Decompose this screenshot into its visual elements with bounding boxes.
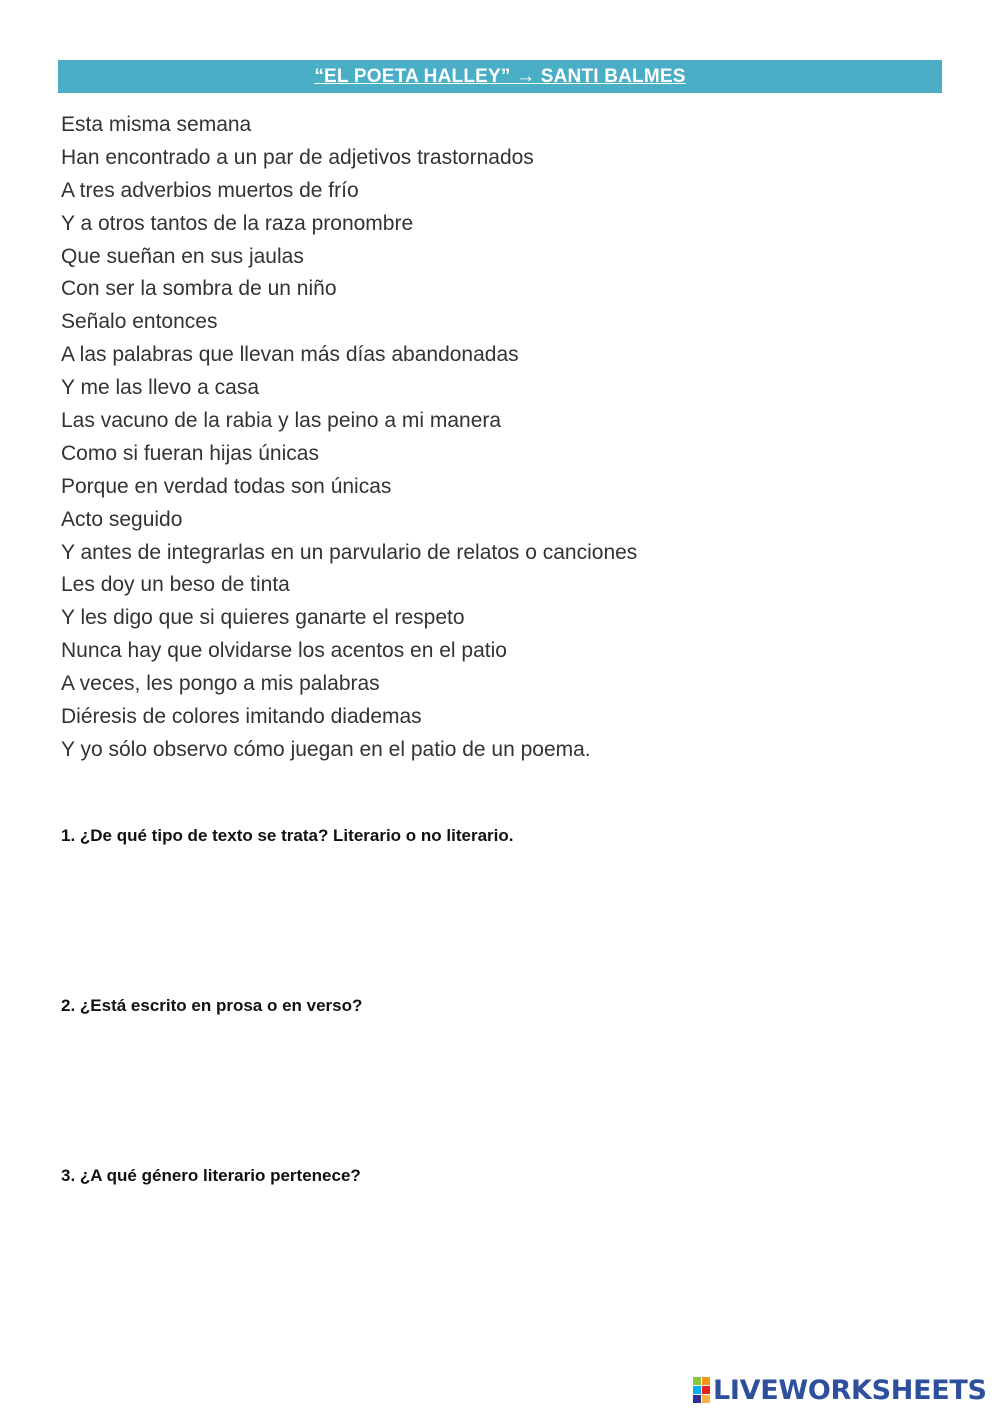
- poem-line: A tres adverbios muertos de frío: [61, 178, 359, 202]
- logo-square: [693, 1395, 701, 1403]
- poem-line: Les doy un beso de tinta: [61, 573, 290, 597]
- logo-square: [702, 1395, 710, 1403]
- poem-line: Y me las llevo a casa: [61, 376, 260, 400]
- poem-line: Y a otros tantos de la raza pronombre: [61, 211, 414, 235]
- poem-line: Han encontrado a un par de adjetivos trastornados: [61, 145, 534, 169]
- liveworksheets-logo: [693, 1372, 987, 1408]
- logo-square: [693, 1386, 701, 1394]
- poem-line: Diéresis de colores imitando diademas: [61, 705, 422, 729]
- title-bar: [58, 60, 942, 93]
- poem-line: Esta misma semana: [61, 113, 252, 136]
- poem-line: Con ser la sombra de un niño: [61, 277, 337, 301]
- logo-squares-icon: [693, 1377, 710, 1403]
- poem-line: Que sueñan en sus jaulas: [61, 244, 304, 268]
- poem-line: Y antes de integrarlas en un parvulario de relatos o canciones: [61, 540, 638, 564]
- poem-line: Y yo sólo observo cómo juegan en el patio de un poema.: [61, 737, 591, 761]
- logo-square: [702, 1386, 710, 1394]
- poem-line: Nunca hay que olvidarse los acentos en el patio: [61, 639, 507, 663]
- page-title: “EL POETA HALLEY” → SANTI BALMES: [314, 65, 686, 87]
- poem-line: Porque en verdad todas son únicas: [61, 474, 392, 498]
- logo-square: [693, 1377, 701, 1385]
- poem-line: Como si fueran hijas únicas: [61, 441, 319, 465]
- poem-line: Las vacuno de la rabia y las peino a mi manera: [61, 409, 502, 433]
- poem-body: [61, 109, 941, 767]
- logo-text: LIVEWORKSHEETS: [713, 1374, 987, 1406]
- poem-line: A veces, les pongo a mis palabras: [61, 672, 380, 696]
- question-2: 2. ¿Está escrito en prosa o en verso?: [61, 996, 363, 1015]
- question-1: 1. ¿De qué tipo de texto se trata? Literario o no literario.: [61, 826, 514, 845]
- poem-line: A las palabras que llevan más días abandonadas: [61, 343, 519, 367]
- poem-line: Señalo entonces: [61, 310, 218, 334]
- poem-line: Y les digo que si quieres ganarte el respeto: [61, 606, 465, 630]
- question-3: 3. ¿A qué género literario pertenece?: [61, 1166, 361, 1185]
- logo-square: [702, 1377, 710, 1385]
- poem-line: Acto seguido: [61, 507, 183, 531]
